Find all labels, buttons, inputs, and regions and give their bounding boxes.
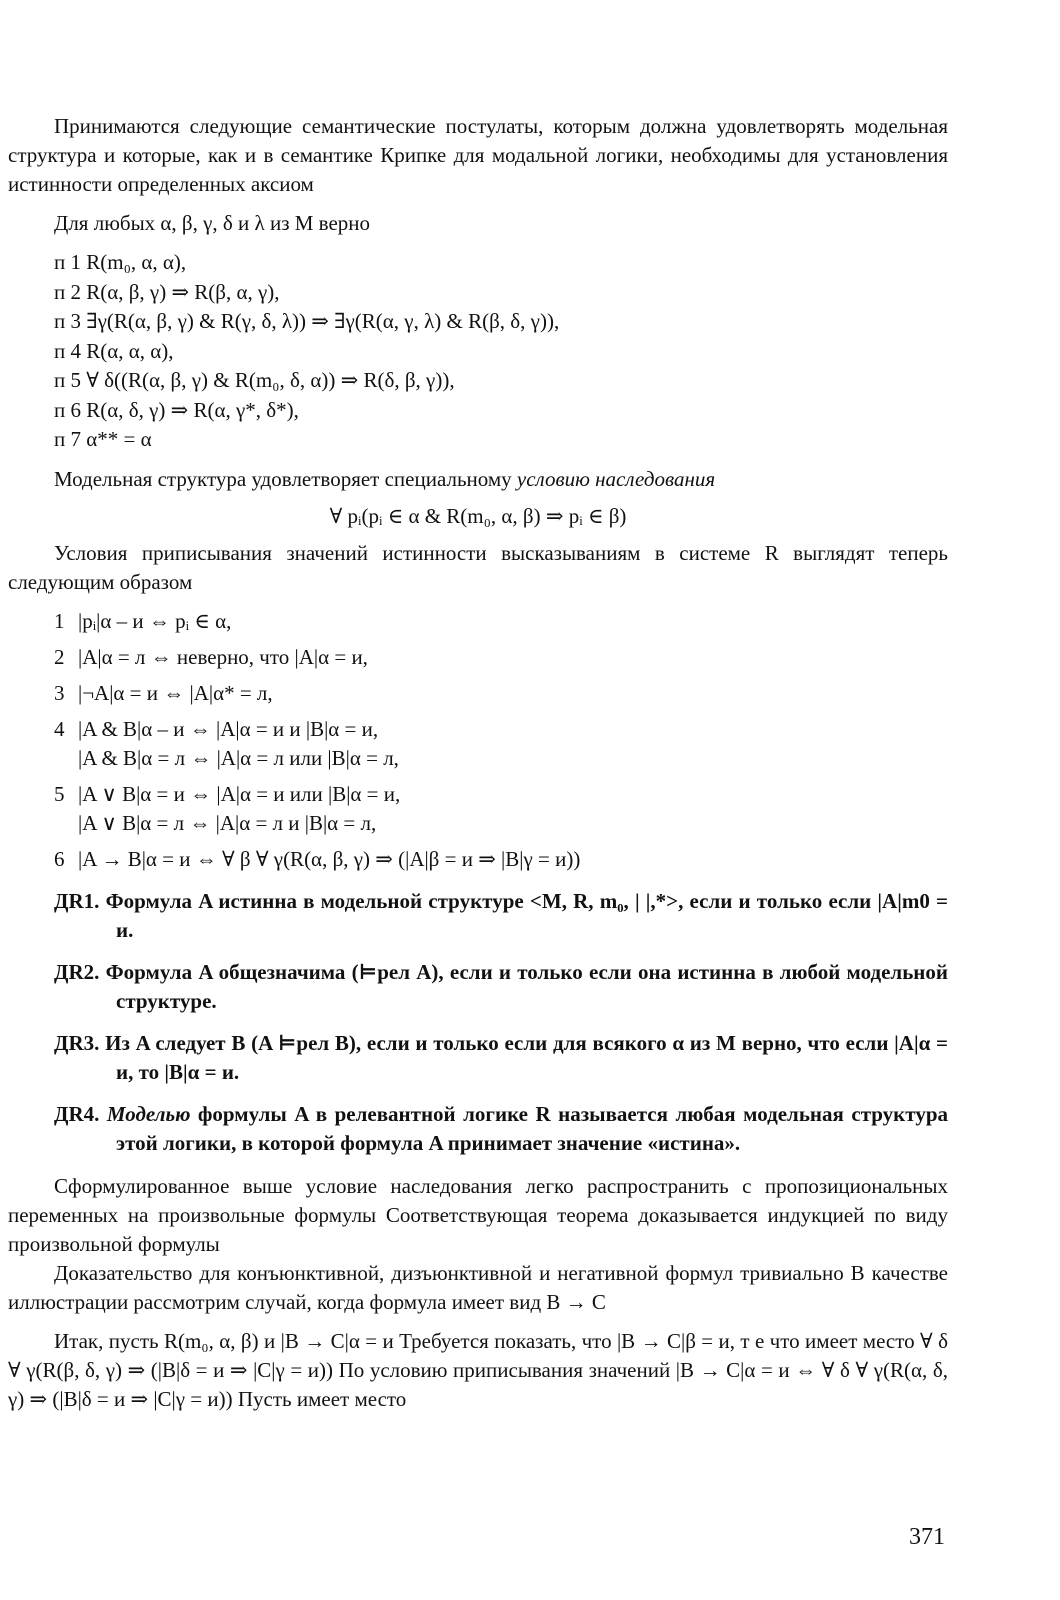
rule-number: 4 [54, 716, 65, 741]
paragraph-for-any: Для любых α, β, γ, δ и λ из M верно [54, 211, 371, 235]
rule-line: |A ∨ B|α = и ⇔ |A|α = и или |B|α = и, [78, 781, 401, 806]
rule-item [8, 780, 948, 838]
paragraph-proof-case: Итак, пусть R(m₀, α, β) и |B → C|α = и Требуется показать, что |B → C|β = и, т е что имеет место ∀ δ ∀ γ(R(β, δ, γ) ⇒ (|B|δ = и ⇒ |C|γ = и)) По условию приписывания значений |B → C|α = и ⇔ ∀ δ ∀ γ(R(α, δ, γ) ⇒ (|B|δ = и ⇒ |C|γ = и)) Пусть имеет место [8, 1328, 948, 1411]
definition-text: Из A следует B (A ⊨рел B), если и только если для всякого α из M верно, что если |A|α = и, то |B|α = и. [105, 1030, 948, 1084]
rule-line: |A & B|α – и ⇔ |A|α = и и |B|α = и, [78, 716, 379, 741]
rule-item [8, 715, 948, 773]
definition-text: Формула A истинна в модельной структуре <M, R, m₀, | |,*>, если и только если |A|m0 = и. [105, 888, 948, 942]
definition-label: ДR2. [54, 959, 100, 984]
rule-line: |A & B|α = л ⇔ |A|α = л или |B|α = л, [78, 745, 399, 770]
definition-dr1 [8, 887, 948, 945]
postulate-item: п 7 α** = α [54, 427, 152, 451]
definition-dr3 [8, 1029, 948, 1087]
paragraph-semantic-postulates: Принимаются следующие семантические постулаты, которым должна удовлетворять модельная структура и которые, как и в семантике Крипке для модальной логики, необходимы для установления истинности определенных аксиом [8, 114, 948, 196]
postulate-list [8, 248, 948, 455]
rule-item [8, 679, 948, 708]
rule-number: 3 [54, 680, 65, 705]
definition-text: формулы A в релевантной логике R называется любая модельная структура этой логики, в которой формула A принимает значение «истина». [116, 1101, 948, 1155]
rule-line: |A|α = л ⇔ неверно, что |A|α = и, [78, 644, 368, 669]
rule-item [8, 845, 948, 874]
rule-number: 6 [54, 846, 65, 871]
postulate-item: п 3 ∃γ(R(α, β, γ) & R(γ, δ, λ)) ⇒ ∃γ(R(α, γ, λ) & R(β, δ, γ)), [54, 309, 560, 333]
rule-number: 1 [54, 608, 65, 633]
definition-label: ДR3. [54, 1030, 100, 1055]
paragraph-heredity-condition [8, 465, 948, 494]
postulate-item: п 6 R(α, δ, γ) ⇒ R(α, γ*, δ*), [54, 397, 299, 422]
page-body [8, 112, 948, 1414]
postulate-item: п 2 R(α, β, γ) ⇒ R(β, α, γ), [54, 279, 280, 304]
postulate-item: п 5 ∀ δ((R(α, β, γ) & R(m₀, δ, α)) ⇒ R(δ, β, γ)), [54, 368, 455, 392]
rule-line: |¬A|α = и ⇔ |A|α* = л, [78, 680, 273, 705]
postulate-item: п 1 R(m₀, α, α), [54, 250, 187, 274]
postulate-item: п 4 R(α, α, α), [54, 338, 174, 363]
heredity-prefix: Модельная структура удовлетворяет специальному [54, 466, 517, 491]
paragraph-proof-trivial: Доказательство для конъюнктивной, дизъюнктивной и негативной формул тривиально В качестве иллюстрации рассмотрим случай, когда формула имеет вид B → C [8, 1260, 948, 1314]
definition-dr2 [8, 958, 948, 1016]
heredity-term: условию наследования [516, 466, 716, 491]
definition-italic-term: Моделью [106, 1101, 191, 1126]
paragraph-heredity-extension: Сформулированное выше условие наследования легко распространить с пропозициональных переменных на произвольные формулы Соответствующая теорема доказывается индукцией по виду произвольной формулы [8, 1173, 948, 1256]
rule-line: |A → B|α = и ⇔ ∀ β ∀ γ(R(α, β, γ) ⇒ (|A|β = и ⇒ |B|γ = и)) [78, 846, 581, 871]
definition-text: Формула A общезначима (⊨рел A), если и только если она истинна в любой модельной структуре. [105, 959, 949, 1013]
rule-line: |pᵢ|α – и ⇔ pᵢ ∈ α, [78, 608, 232, 633]
rule-list [8, 607, 948, 874]
rule-item [8, 607, 948, 636]
heredity-formula: ∀ pᵢ(pᵢ ∈ α & R(m₀, α, β) ⇒ pᵢ ∈ β) [329, 503, 627, 528]
rule-number: 2 [54, 644, 65, 669]
definition-label: ДR4. [54, 1101, 100, 1126]
rule-line: |A ∨ B|α = л ⇔ |A|α = л и |B|α = л, [78, 810, 377, 835]
rule-item [8, 643, 948, 672]
definition-dr4 [8, 1100, 948, 1158]
paragraph-truth-conditions: Условия приписывания значений истинности высказываниям в системе R выглядят теперь следующим образом [8, 540, 948, 594]
definition-label: ДR1. [54, 888, 100, 913]
rule-number: 5 [54, 781, 65, 806]
page-number: 371 [909, 1524, 945, 1550]
